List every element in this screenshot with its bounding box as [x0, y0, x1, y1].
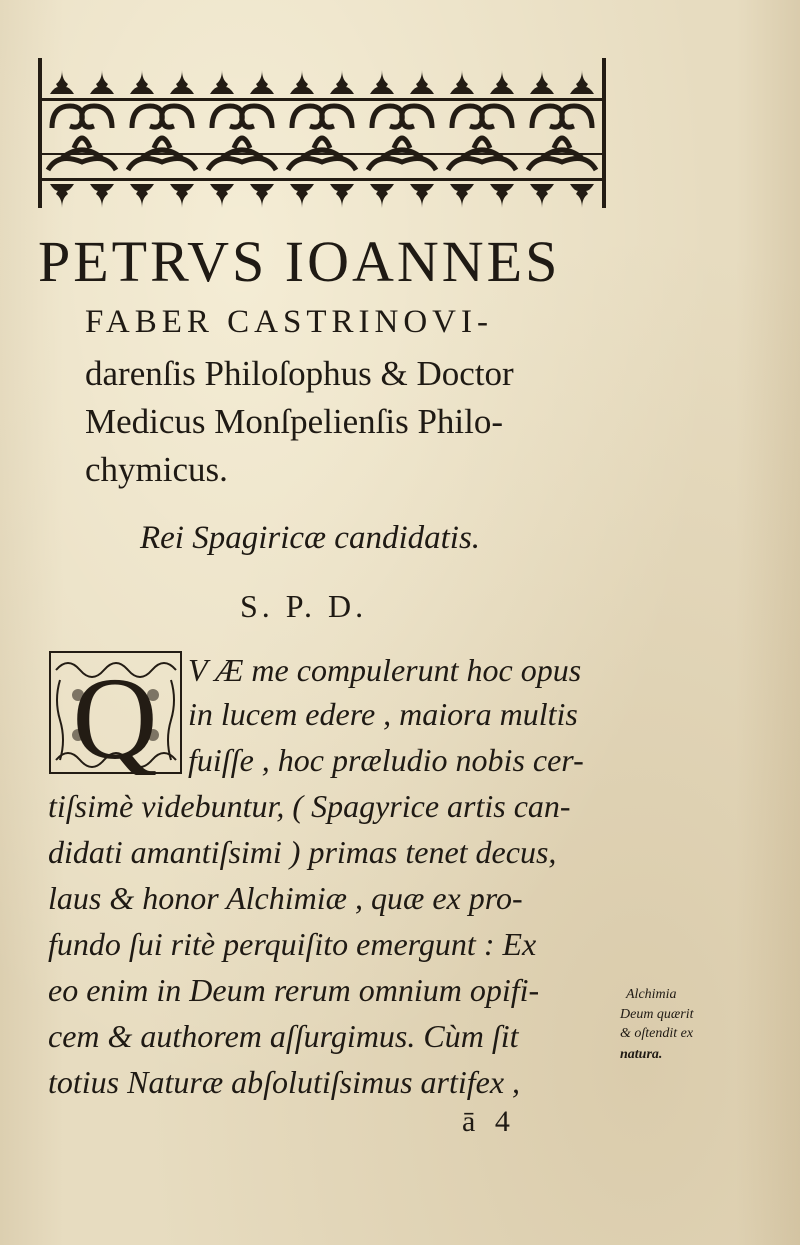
fleuron-ornament — [90, 184, 114, 208]
ornamental-headpiece — [38, 58, 606, 208]
margin-note-line-1: Alchimia — [626, 987, 677, 1002]
body-line-6: laus & honor Alchimiæ , quæ ex pro- — [48, 880, 523, 916]
margin-note-line-3: & oſtendit ex — [620, 1026, 694, 1041]
author-name-heading: PETRVS IOANNES — [38, 229, 561, 294]
initial-letter: Q — [72, 653, 158, 775]
fleuron-ornament — [370, 70, 394, 94]
fleuron-ornament — [170, 70, 194, 94]
margin-note-line-4: natura. — [620, 1047, 663, 1062]
body-line-1: V Æ me compulerunt hoc opus — [188, 652, 582, 688]
folio-signature: ā 4 — [462, 1105, 516, 1138]
fleuron-ornament — [250, 70, 274, 94]
title-line-4: chymicus. — [85, 450, 228, 489]
swirl-ornament — [372, 106, 432, 148]
body-line-4: tiſsimè videbuntur, ( Spagyrice artis can- — [48, 788, 571, 824]
swirl-ornament — [452, 106, 512, 148]
fleuron-ornament — [210, 70, 234, 94]
fleuron-ornament — [50, 70, 74, 94]
body-line-5: didati amantiſsimi ) primas tenet decus, — [48, 834, 557, 870]
body-line-9: cem & authorem aſſurgimus. Cùm ſit — [48, 1018, 519, 1054]
body-line-10: totius Naturæ abſolutiſsimus artifex , — [48, 1064, 521, 1100]
title-line-3: Medicus Monſpelienſis Philo- — [85, 402, 504, 441]
dedication-line: Rei Spagiricæ candidatis. — [140, 520, 481, 556]
body-line-2: in lucem edere , maiora multis — [188, 696, 578, 732]
fleuron-ornament — [250, 184, 274, 208]
fleuron-ornament — [130, 70, 154, 94]
salutation: S. P. D. — [240, 588, 368, 624]
fleuron-ornament — [410, 70, 434, 94]
margin-note-line-2: Deum quærit — [620, 1007, 694, 1022]
fleuron-ornament — [330, 70, 354, 94]
fleuron-ornament — [210, 184, 234, 208]
fleuron-ornament — [570, 184, 594, 208]
swirl-ornament — [292, 106, 352, 148]
fleuron-ornament — [490, 184, 514, 208]
fleuron-ornament — [290, 184, 314, 208]
fleuron-ornament — [130, 184, 154, 208]
fleuron-ornament — [170, 184, 194, 208]
fleuron-ornament — [330, 184, 354, 208]
body-line-7: fundo ſui ritè perquiſito emergunt : Ex — [48, 926, 537, 962]
fleuron-ornament — [50, 184, 74, 208]
title-line-2: darenſis Philoſophus & Doctor — [85, 354, 514, 393]
fleuron-ornament — [530, 184, 554, 208]
decorated-initial-q — [48, 650, 183, 775]
fleuron-ornament — [450, 184, 474, 208]
fleuron-ornament — [490, 70, 514, 94]
fleuron-ornament — [410, 184, 434, 208]
fleuron-ornament — [290, 70, 314, 94]
swirl-ornament — [52, 106, 112, 148]
swirl-ornament — [212, 106, 272, 148]
title-line-1: FABER CASTRINOVI- — [85, 304, 493, 340]
body-line-3: fuiſſe , hoc præludio nobis cer- — [188, 742, 584, 778]
fleuron-ornament — [90, 70, 114, 94]
fleuron-ornament — [530, 70, 554, 94]
fleuron-ornament — [370, 184, 394, 208]
body-line-8: eo enim in Deum rerum omnium opifi- — [48, 972, 540, 1008]
fleuron-ornament — [450, 70, 474, 94]
swirl-ornament — [532, 106, 592, 148]
fleuron-ornament — [570, 70, 594, 94]
swirl-ornament — [132, 106, 192, 148]
